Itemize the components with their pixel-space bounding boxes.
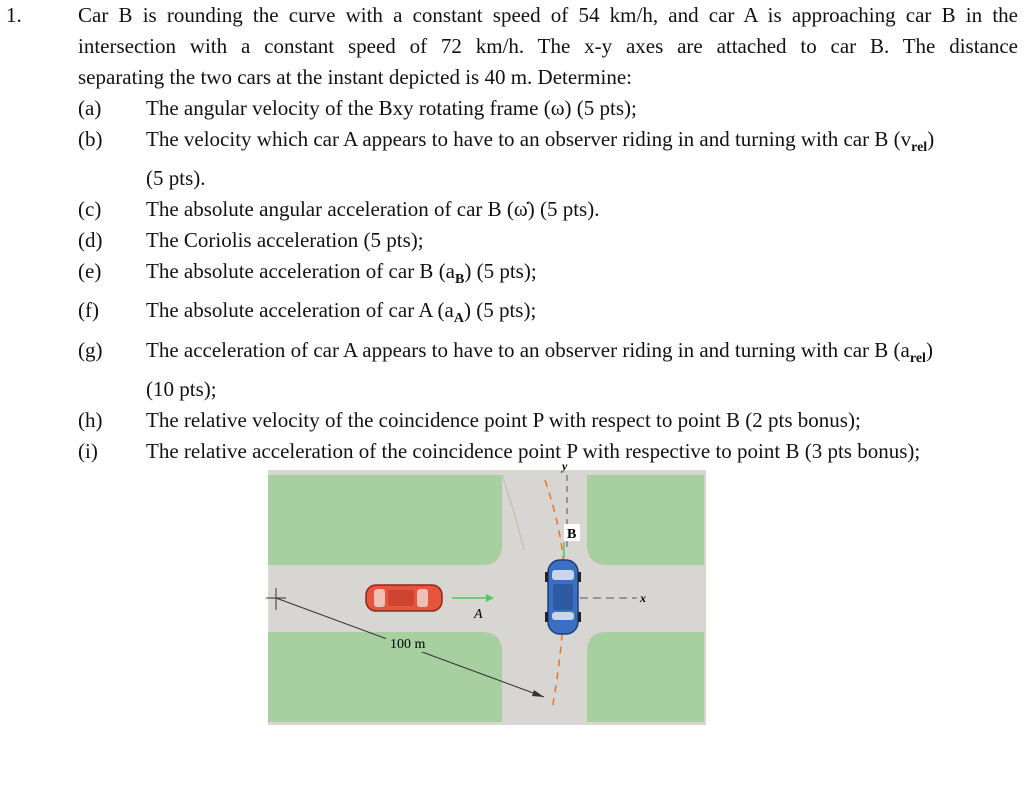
subscript-b: B xyxy=(455,272,465,288)
label-b: B xyxy=(567,527,577,542)
item-label: (c) xyxy=(78,197,102,222)
item-text: The relative acceleration of the coincidence point P with respective to point B (3 pts bonus); xyxy=(146,438,921,463)
item-text: The relative velocity of the coincidence point P with respect to point B (2 pts bonus); xyxy=(146,407,861,432)
subscript-rel: rel xyxy=(909,350,926,366)
question-item-b xyxy=(78,124,1018,194)
grass-bottom-right xyxy=(587,632,704,722)
x-axis-label: x xyxy=(640,591,646,605)
question-item-a xyxy=(78,93,1018,124)
item-label: (i) xyxy=(78,438,98,463)
question-item-e xyxy=(78,256,1018,295)
intersection-figure xyxy=(262,460,712,730)
subscript-a: A xyxy=(453,311,464,327)
item-text-main: The absolute acceleration of car A (a xyxy=(146,298,454,323)
intro-line-1: Car B is rounding the curve with a constant speed of 54 km/h, and car A is approaching car B in the xyxy=(78,3,1018,27)
item-text-close: ) xyxy=(925,337,933,362)
item-label: (f) xyxy=(78,298,99,323)
question-list xyxy=(78,93,1018,467)
item-text-close: ) (5 pts); xyxy=(464,259,537,284)
item-text-cont: (5 pts). xyxy=(146,166,206,191)
grass-top-right xyxy=(587,475,704,565)
item-text-main: The velocity which car A appears to have to an observer riding in and turning with car B (v xyxy=(146,127,912,151)
item-text-close: ) xyxy=(927,127,935,151)
label-a: A xyxy=(474,607,483,622)
intro-line-3: separating the two cars at the instant depicted is 40 m. Determine: xyxy=(78,65,632,89)
item-label: (g) xyxy=(78,337,103,362)
question-item-c xyxy=(78,194,1018,225)
grass-bottom-left xyxy=(268,632,502,722)
item-text xyxy=(146,295,1018,334)
item-text-main: The absolute acceleration of car B (a xyxy=(146,259,456,284)
item-text xyxy=(146,256,1018,295)
item-label: (e) xyxy=(78,259,102,284)
grass-top-left xyxy=(268,475,502,565)
item-label: (d) xyxy=(78,228,103,253)
item-text: The angular velocity of the Bxy rotating frame (ω) (5 pts); xyxy=(146,96,637,120)
item-label: (a) xyxy=(78,96,102,120)
item-text-main: The acceleration of car A appears to have to an observer riding in and turning with car B (a xyxy=(146,337,910,362)
y-axis-label: y xyxy=(562,460,568,473)
item-label: (h) xyxy=(78,407,103,432)
item-text-close: ) (5 pts); xyxy=(463,298,537,323)
car-b xyxy=(545,560,581,634)
item-text: The Coriolis acceleration (5 pts); xyxy=(146,228,424,253)
intro-line-2: intersection with a constant speed of 72 km/h. The x-y axes are attached to car B. The distance xyxy=(78,34,1018,58)
item-text xyxy=(146,335,1018,374)
problem-number: 1. xyxy=(6,3,22,27)
problem-intro xyxy=(78,0,1018,93)
item-text-cont: (10 pts); xyxy=(146,376,217,401)
question-item-g xyxy=(78,335,1018,405)
car-a xyxy=(366,585,442,611)
item-text xyxy=(146,124,1018,163)
distance-label: 100 m xyxy=(390,637,426,652)
subscript-rel: rel xyxy=(911,140,928,156)
item-label: (b) xyxy=(78,127,103,151)
item-text: The absolute angular acceleration of car B (ω̇) (5 pts). xyxy=(146,197,600,222)
question-item-d xyxy=(78,225,1018,256)
question-item-f xyxy=(78,295,1018,334)
question-item-h xyxy=(78,405,1018,436)
